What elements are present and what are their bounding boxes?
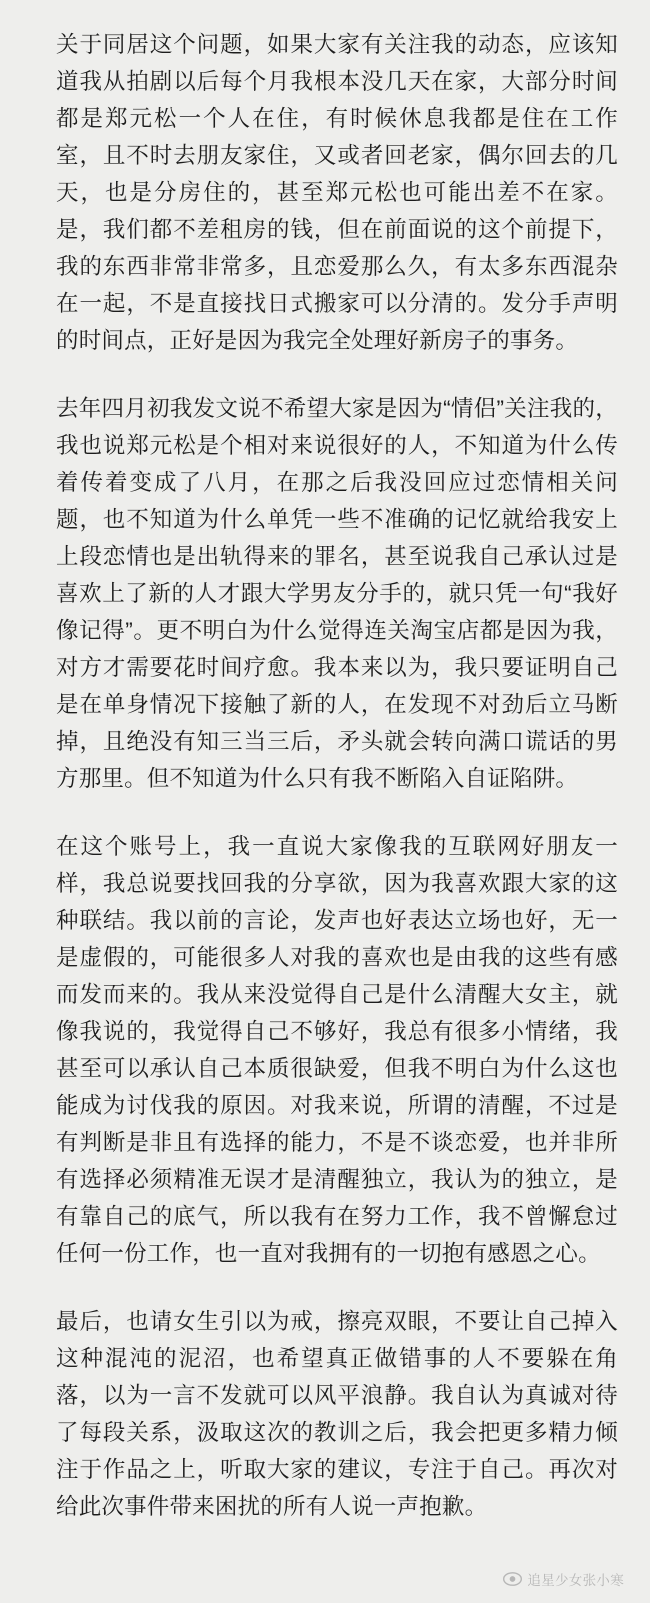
paragraph-4: 最后，也请女生引以为戒，擦亮双眼，不要让自己掉入这种混沌的泥沼，也希望真正做错事的人不要躲在角落，以为一言不发就可以风平浪静。我自认为真诚对待了每段关系，汲取这次的教训之后，我会把更多精力倾注于作品之上，听取大家的建议，专注于自己。再次对给此次事件带来困扰的所有人说一声抱歉。 [56, 1309, 618, 1519]
paragraph-1: 关于同居这个问题，如果大家有关注我的动态，应该知道我从拍剧以后每个月我根本没几天在家，大部分时间都是郑元松一个人在住，有时候休息我都是住在工作室，且不时去朋友家住，又或者回老家，偶尔回去的几天，也是分房住的，甚至郑元松也可能出差不在家。是，我们都不差租房的钱，但在前面说的这个前提下，我的东西非常非常多，且恋爱那么久，有太多东西混杂在一起，不是直接找日式搬家可以分清的。发分手声明的时间点，正好是因为我完全处理好新房子的事务。 [56, 32, 618, 353]
paragraph-3: 在这个账号上，我一直说大家像我的互联网好朋友一样，我总说要找回我的分享欲，因为我喜欢跟大家的这种联结。我以前的言论，发声也好表达立场也好，无一是虚假的，可能很多人对我的喜欢也是由我的这些有感而发而来的。我从来没觉得自己是什么清醒大女主，就像我说的，我觉得自己不够好，我总有很多小情绪，我甚至可以承认自己本质很缺爱，但我不明白为什么这也能成为讨伐我的原因。对我来说，所谓的清醒，不过是有判断是非且有选择的能力，不是不谈恋爱，也并非所有选择必须精准无误才是清醒独立，我认为的独立，是有靠自己的底气，所以我有在努力工作，我不曾懈怠过任何一份工作，也一直对我拥有的一切抱有感恩之心。 [56, 834, 618, 1266]
watermark [503, 1569, 624, 1589]
watermark-text: 追星少女张小寒 [527, 1573, 624, 1588]
weibo-eye-icon [503, 1571, 522, 1587]
paragraph-2: 去年四月初我发文说不希望大家是因为“情侣”关注我的，我也说郑元松是个相对来说很好的人，不知道为什么传着传着变成了八月，在那之后我没回应过恋情相关问题，也不知道为什么单凭一些不准确的记忆就给我安上上段恋情也是出轨得来的罪名，甚至说我自己承认过是喜欢上了新的人才跟大学男友分手的，就只凭一句“我好像记得”。更不明白为什么觉得连关淘宝店都是因为我，对方才需要花时间疗愈。我本来以为，我只要证明自己是在单身情况下接触了新的人，在发现不对劲后立马断掉，且绝没有知三当三后，矛头就会转向满口谎话的男方那里。但不知道为什么只有我不断陷入自证陷阱。 [56, 396, 618, 791]
